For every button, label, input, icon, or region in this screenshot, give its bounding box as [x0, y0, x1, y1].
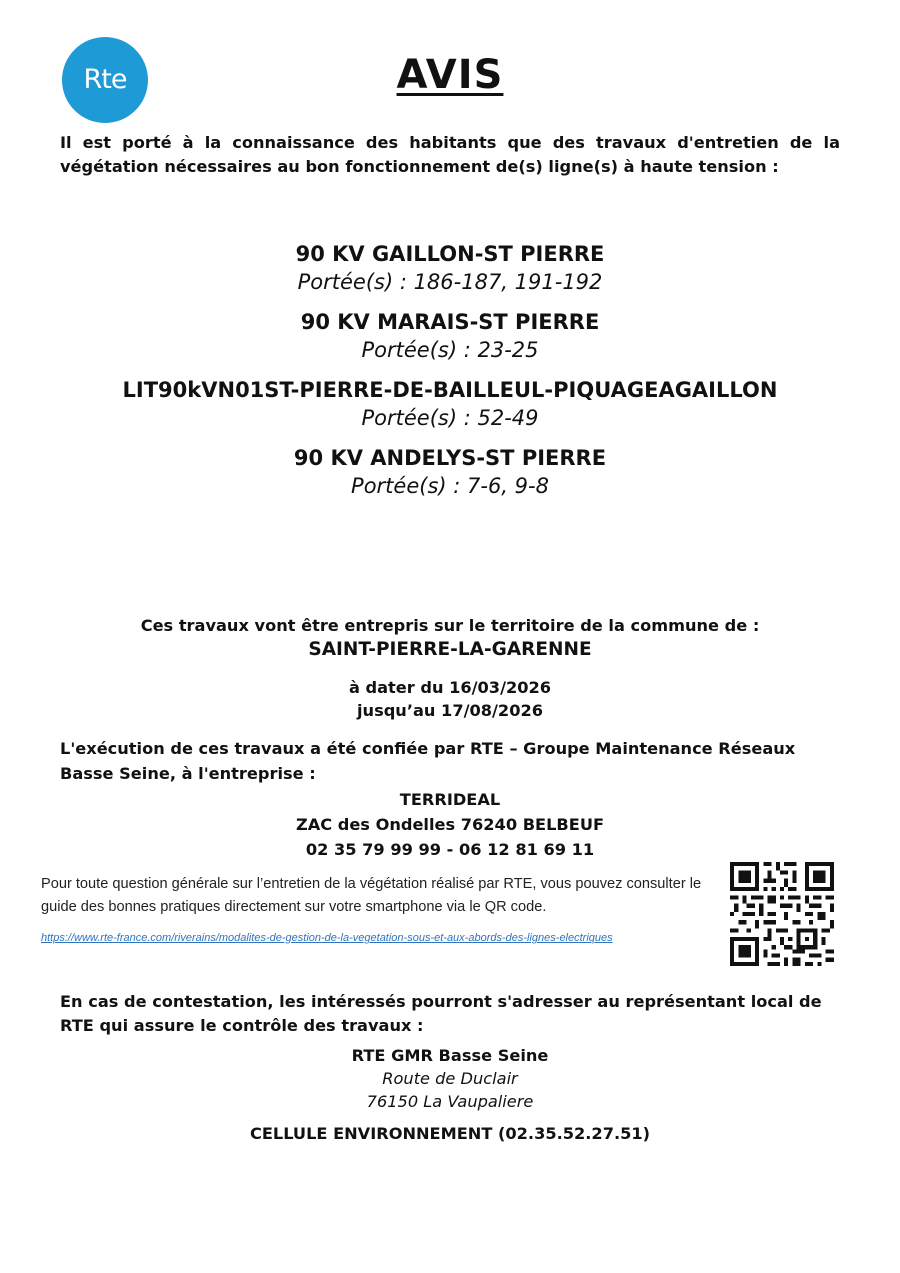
company-address: ZAC des Ondelles 76240 BELBEUF — [295, 815, 605, 834]
power-lines-list — [0, 240, 900, 512]
work-dates — [0, 676, 900, 722]
end-date: jusqu’au 17/08/2026 — [357, 701, 543, 720]
execution-paragraph: L'exécution de ces travaux a été confiée par RTE – Groupe Maintenance Réseaux Basse Seine, à l'entreprise : — [60, 739, 796, 783]
power-line-item — [0, 240, 900, 296]
info-paragraph: Pour toute question générale sur l’entretien de la végétation réalisé par RTE, vous pouvez consulter le guide des bonnes pratiques directement sur votre smartphone via le QR code. — [41, 876, 702, 915]
page-title: AVIS — [396, 52, 504, 98]
contact-street: Route de Duclair — [382, 1069, 518, 1088]
company-phones: 02 35 79 99 99 - 06 12 81 69 11 — [305, 840, 595, 859]
line-name: 90 KV ANDELYS-ST PIERRE — [293, 446, 607, 470]
line-spans: Portée(s) : 23-25 — [361, 338, 539, 362]
line-spans: Portée(s) : 186-187, 191-192 — [297, 270, 603, 294]
company-block — [0, 787, 900, 862]
power-line-item — [0, 308, 900, 364]
commune-name: SAINT-PIERRE-LA-GARENNE — [308, 639, 592, 660]
contact-block — [0, 1044, 900, 1113]
company-name: TERRIDEAL — [399, 790, 501, 809]
line-spans: Portée(s) : 52-49 — [361, 406, 539, 430]
line-name: 90 KV MARAIS-ST PIERRE — [300, 310, 600, 334]
contestation-paragraph: En cas de contestation, les intéressés pourront s'adresser au représentant local de RTE qui assure le contrôle des travaux : — [60, 992, 822, 1035]
qr-code-icon[interactable] — [730, 862, 834, 966]
start-date: à dater du 16/03/2026 — [348, 678, 552, 697]
intro-paragraph: Il est porté à la connaissance des habitants que des travaux d'entretien de la végétation nécessaires au bon fonctionnement de(s) ligne(s) à haute tension : — [60, 133, 840, 176]
power-line-item — [0, 376, 900, 432]
line-spans: Portée(s) : 7-6, 9-8 — [351, 474, 549, 498]
rte-logo-text: Rte — [83, 63, 127, 95]
line-name: LIT90kVN01ST-PIERRE-DE-BAILLEUL-PIQUAGEAGAILLON — [122, 378, 778, 402]
contact-name: RTE GMR Basse Seine — [351, 1046, 549, 1065]
line-name: 90 KV GAILLON-ST PIERRE — [295, 242, 605, 266]
contact-city: 76150 La Vaupaliere — [366, 1092, 534, 1111]
commune-intro: Ces travaux vont être entrepris sur le territoire de la commune de : — [140, 616, 760, 635]
power-line-item — [0, 444, 900, 500]
guide-link[interactable]: https://www.rte-france.com/riverains/modalites-de-gestion-de-la-vegetation-sous-et-aux-abords-des-lignes-electriques — [41, 932, 613, 944]
cellule-environnement: CELLULE ENVIRONNEMENT (02.35.52.27.51) — [249, 1124, 651, 1143]
